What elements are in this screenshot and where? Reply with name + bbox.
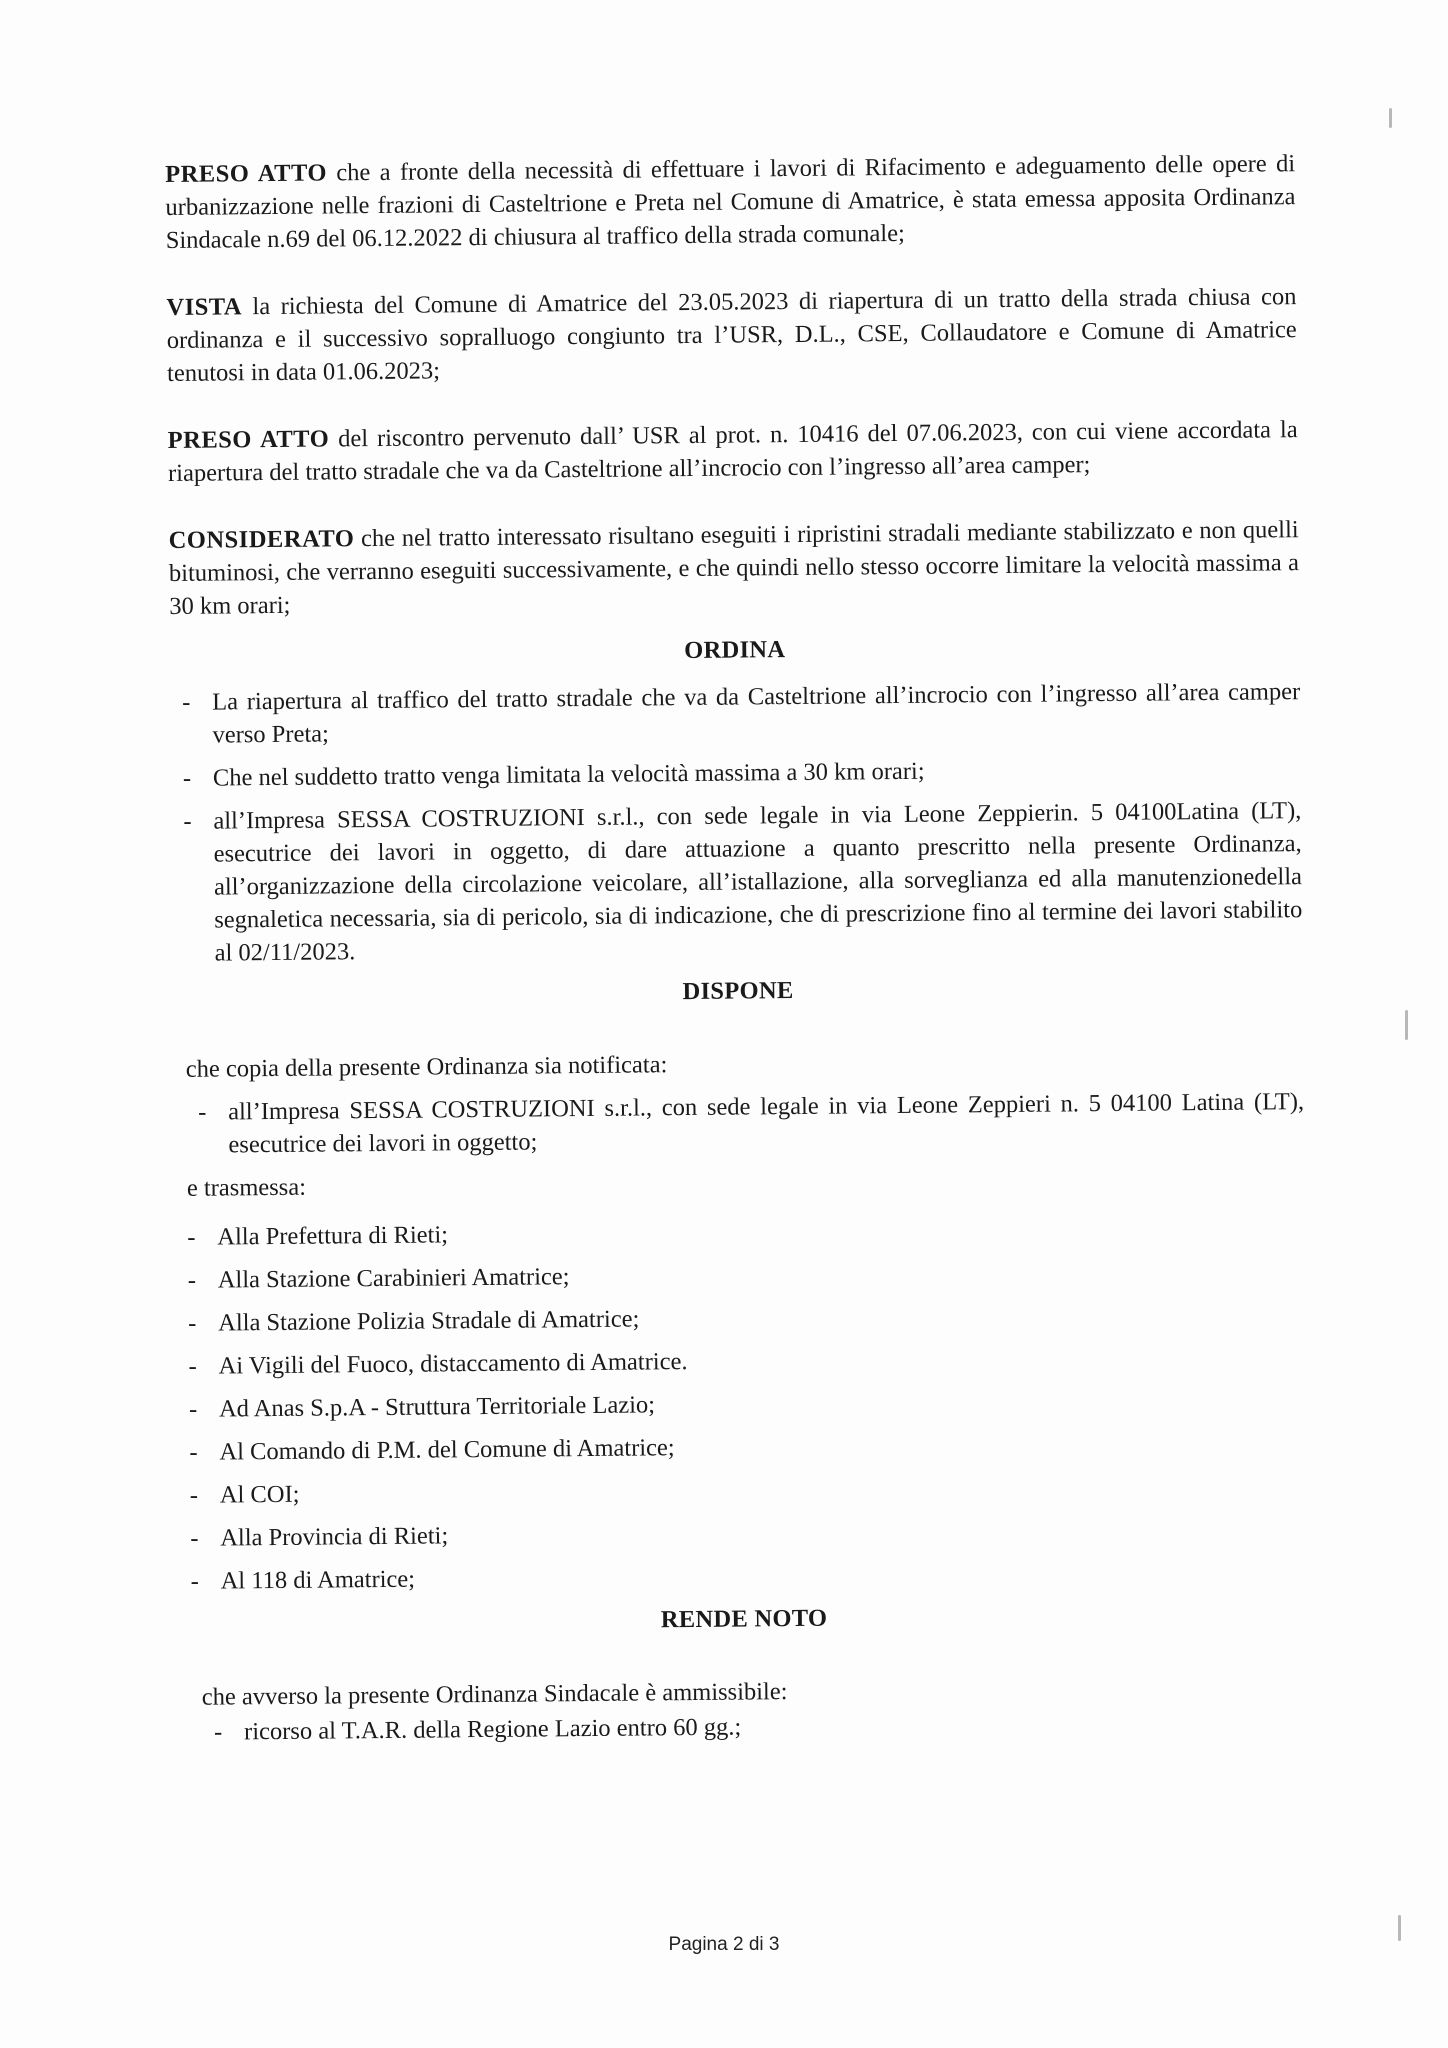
paragraph-keyword: PRESO ATTO <box>165 159 328 188</box>
paragraph-vista <box>166 280 1297 390</box>
dispone-intro: che copia della presente Ordinanza sia notificata: <box>185 1051 668 1083</box>
paragraph-considerato <box>169 513 1300 623</box>
list-item: - Al 118 di Amatrice; <box>179 1554 1309 1598</box>
paragraph-text: che nel tratto interessato risultano eseguiti i ripristini stradali mediante stabilizzato e non quelli bituminosi, che verranno eseguiti successivamente, e che quindi nello stesso occorre limitare la velocità massima a 30 km orari; <box>168 516 1300 620</box>
list-item: - ricorso al T.A.R. della Regione Lazio entro 60 gg.; <box>202 1705 1310 1749</box>
list-item: - La riapertura al traffico del tratto stradale che va da Casteltrione all’incrocio con l’ingresso all’area camper verso Preta; <box>170 675 1301 752</box>
paragraph-text: la richiesta del Comune di Amatrice del 23.05.2023 di riapertura di un tratto della strada chiusa con ordinanza e il successivo sopralluogo congiunto tra l’USR, D.L., CSE, Collaudatore e Comune di Amatrice tenutosi in data 01.06.2023; <box>166 283 1297 387</box>
list-item: - Ai Vigili del Fuoco, distaccamento di Amatrice. <box>176 1339 1306 1383</box>
paragraph-keyword: VISTA <box>166 293 243 321</box>
page-number-footer: Pagina 2 di 3 <box>668 1934 780 1955</box>
ordina-list <box>170 675 1303 970</box>
notify-list <box>186 1085 1305 1162</box>
rende-noto-intro: che avverso la presente Ordinanza Sindacale è ammissibile: <box>201 1678 788 1711</box>
list-item: - Alla Prefettura di Rieti; <box>175 1210 1305 1254</box>
paragraph-text: che a fronte della necessità di effettuare i lavori di Rifacimento e adeguamento delle opere di urbanizzazione nelle frazioni di Casteltrione e Preta nel Comune di Amatrice, è stata emessa apposita Ordinanza Sindacale n.69 del 06.12.2022 di chiusura al traffico della strada comunale; <box>165 150 1296 254</box>
paragraph-text: del riscontro pervenuto dall’ USR al prot. n. 10416 del 07.06.2023, con cui viene accordata la riapertura del tratto stradale che va da Casteltrione all’incrocio con l’ingresso all’area camper; <box>167 416 1298 487</box>
heading-rende-noto: RENDE NOTO <box>660 1604 828 1634</box>
list-item: - Che nel suddetto tratto venga limitata la velocità massima a 30 km orari; <box>171 751 1301 795</box>
list-item: - Ad Anas S.p.A - Struttura Territoriale Lazio; <box>177 1382 1307 1426</box>
paragraph-keyword: CONSIDERATO <box>168 525 355 554</box>
list-item: - Alla Stazione Carabinieri Amatrice; <box>176 1253 1306 1297</box>
paragraph-keyword: PRESO ATTO <box>167 425 330 454</box>
list-item: - Alla Provincia di Rieti; <box>178 1511 1308 1555</box>
scan-mark-top <box>1389 108 1392 128</box>
list-item: - Alla Stazione Polizia Stradale di Amatrice; <box>176 1296 1306 1340</box>
list-item: - all’Impresa SESSA COSTRUZIONI s.r.l., con sede legale in via Leone Zeppierin. 5 04100Latina (LT), esecutrice dei lavori in oggetto, di dare attuazione a quanto prescritto nella presente Ordinanza, all’organizzazione della circolazione veicolare, all’istallazione, alla sorveglianza ed alla manutenzionedella segnaletica necessaria, sia di pericolo, sia di indicazione, che di prescrizione fino al termine dei lavori stabilito al 02/11/2023. <box>171 794 1303 970</box>
paragraph-preso-atto-1 <box>165 147 1296 257</box>
paragraph-preso-atto-2 <box>168 413 1299 490</box>
list-item: - Al Comando di P.M. del Comune di Amatrice; <box>177 1425 1307 1469</box>
heading-ordina: ORDINA <box>684 636 786 665</box>
scan-mark-middle <box>1405 1010 1408 1040</box>
recipients-list <box>175 1210 1309 1598</box>
transmitted-intro: e trasmessa: <box>186 1173 307 1202</box>
list-item: - Al COI; <box>178 1468 1308 1512</box>
heading-dispone: DISPONE <box>682 977 794 1006</box>
document-body <box>165 147 1310 1759</box>
list-item: - all’Impresa SESSA COSTRUZIONI s.r.l., con sede legale in via Leone Zeppieri n. 5 04100 Latina (LT), esecutrice dei lavori in oggetto; <box>186 1085 1305 1162</box>
